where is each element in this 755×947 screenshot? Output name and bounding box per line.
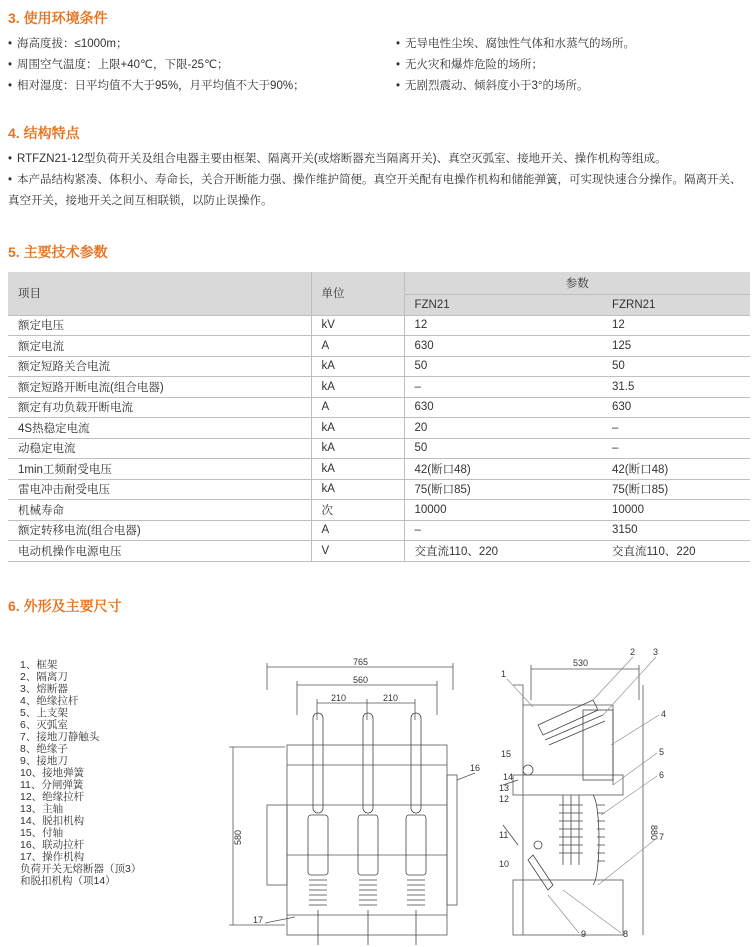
legend-item: 10、接地弹簧 xyxy=(20,767,85,779)
cell-item: 机械寿命 xyxy=(8,500,311,521)
table-row xyxy=(8,418,750,439)
parameters-table xyxy=(8,272,750,562)
structure-paragraph-2: • 本产品结构紧凑、体积小、寿命长，关合开断能力强、操作维护简便。真空开关配有电操作机构和储能弹簧，可实现快速合分操作。隔离开关、真空开关，接地开关之间互相联锁，以防止误操作。 xyxy=(8,170,748,212)
cell-item: 电动机操作电源电压 xyxy=(8,541,311,562)
structure-text xyxy=(8,149,748,212)
cell-fzrn21: – xyxy=(602,418,750,439)
cell-item: 动稳定电流 xyxy=(8,438,311,459)
side-callout-4: 4 xyxy=(661,709,667,719)
legend-item: 17、操作机构 xyxy=(20,851,85,863)
cell-item: 额定短路关合电流 xyxy=(8,356,311,377)
front-dim-pitch-b: 210 xyxy=(383,693,399,703)
env-condition-humidity: • 相对湿度：日平均值不大于95%，月平均值不大于90%； xyxy=(8,77,305,93)
legend-item: 9、接地刀 xyxy=(20,755,68,767)
legend-item: 2、隔离刀 xyxy=(20,671,68,683)
legend-item: 13、主轴 xyxy=(20,803,64,815)
table-row xyxy=(8,315,750,336)
side-callout-13: 13 xyxy=(499,783,510,793)
cell-fzn21: – xyxy=(404,520,602,541)
header-model-fzn21: FZN21 xyxy=(404,295,602,316)
cell-fzn21: 630 xyxy=(404,397,602,418)
header-model-fzrn21: FZRN21 xyxy=(602,295,750,316)
cell-unit: A xyxy=(311,520,404,541)
cell-fzn21: – xyxy=(404,377,602,398)
cell-unit: A xyxy=(311,397,404,418)
legend-item: 5、上支架 xyxy=(20,707,68,719)
side-callout-11: 11 xyxy=(499,830,509,840)
cell-fzn21: 12 xyxy=(404,315,602,336)
table-row xyxy=(8,459,750,480)
cell-fzn21: 50 xyxy=(404,356,602,377)
table-row xyxy=(8,438,750,459)
structure-paragraph-1: • RTFZN21-12型负荷开关及组合电器主要由框架、隔离开关(或熔断器充当隔离开关)、真空灭弧室、接地开关、操作机构等组成。 xyxy=(8,149,748,170)
cell-item: 雷电冲击耐受电压 xyxy=(8,479,311,500)
front-dim-frame: 560 xyxy=(353,675,369,685)
cell-fzn21: 50 xyxy=(404,438,602,459)
cell-fzrn21: – xyxy=(602,438,750,459)
side-callout-12: 12 xyxy=(499,794,510,804)
side-callout-9: 9 xyxy=(581,929,587,939)
front-callout-16: 16 xyxy=(470,763,481,773)
side-callout-3: 3 xyxy=(653,647,659,657)
side-callout-2: 2 xyxy=(630,647,636,657)
side-callout-7: 7 xyxy=(659,832,665,842)
front-view-drawing xyxy=(225,655,490,945)
section-title-structure: 4. 结构特点 xyxy=(8,125,80,141)
env-condition-dust: • 无导电性尘埃、腐蚀性气体和水蒸气的场所。 xyxy=(396,35,635,51)
cell-fzrn21: 交直流110、220 xyxy=(602,541,750,562)
env-condition-temperature: • 周围空气温度：上限+40℃，下限-25℃； xyxy=(8,56,229,72)
cell-item: 额定转移电流(组合电器) xyxy=(8,520,311,541)
legend-item: 7、接地刀静触头 xyxy=(20,731,100,743)
env-condition-altitude: • 海高度拔：≤1000m； xyxy=(8,35,128,51)
legend-item: 15、付轴 xyxy=(20,827,64,839)
cell-unit: kA xyxy=(311,459,404,480)
table-row xyxy=(8,520,750,541)
front-dim-height: 580 xyxy=(233,829,243,845)
env-condition-fire: • 无火灾和爆炸危险的场所； xyxy=(396,56,543,72)
table-row xyxy=(8,397,750,418)
legend-item: 负荷开关无熔断器（顶3） xyxy=(20,863,142,875)
cell-unit: kA xyxy=(311,356,404,377)
cell-fzn21: 42(断口48) xyxy=(404,459,602,480)
cell-item: 额定电压 xyxy=(8,315,311,336)
legend-item: 12、绝缘拉杆 xyxy=(20,791,85,803)
table-row xyxy=(8,479,750,500)
cell-item: 额定短路开断电流(组合电器) xyxy=(8,377,311,398)
cell-fzrn21: 50 xyxy=(602,356,750,377)
header-parameters: 参数 xyxy=(404,272,750,295)
side-callout-5: 5 xyxy=(659,747,665,757)
legend-item: 8、绝缘子 xyxy=(20,743,68,755)
cell-fzn21: 10000 xyxy=(404,500,602,521)
cell-fzn21: 20 xyxy=(404,418,602,439)
side-callout-6: 6 xyxy=(659,770,665,780)
cell-fzrn21: 10000 xyxy=(602,500,750,521)
table-row xyxy=(8,356,750,377)
table-row xyxy=(8,336,750,357)
legend-item: 16、联动拉杆 xyxy=(20,839,85,851)
cell-fzrn21: 630 xyxy=(602,397,750,418)
cell-fzrn21: 42(断口48) xyxy=(602,459,750,480)
side-dim-width: 530 xyxy=(573,658,589,668)
env-condition-vibration: • 无剧烈震动、倾斜度小于3°的场所。 xyxy=(396,77,589,93)
cell-fzn21: 75(断口85) xyxy=(404,479,602,500)
side-callout-8: 8 xyxy=(623,929,629,939)
legend-item: 14、脱扣机构 xyxy=(20,815,85,827)
cell-fzn21: 交直流110、220 xyxy=(404,541,602,562)
side-callout-14: 14 xyxy=(503,772,514,782)
legend-item: 1、框架 xyxy=(20,659,58,671)
front-dim-pitch-a: 210 xyxy=(331,693,347,703)
legend-item: 3、熔断器 xyxy=(20,683,68,695)
legend-item: 6、灭弧室 xyxy=(20,719,68,731)
table-row xyxy=(8,541,750,562)
cell-fzrn21: 31.5 xyxy=(602,377,750,398)
cell-unit: 次 xyxy=(311,500,404,521)
cell-item: 额定有功负载开断电流 xyxy=(8,397,311,418)
section-title-parameters: 5. 主要技术参数 xyxy=(8,244,108,260)
legend-item: 4、绝缘拉杆 xyxy=(20,695,79,707)
section-title-environment: 3. 使用环境条件 xyxy=(8,10,108,26)
cell-fzn21: 630 xyxy=(404,336,602,357)
cell-unit: kA xyxy=(311,438,404,459)
cell-fzrn21: 12 xyxy=(602,315,750,336)
cell-unit: kA xyxy=(311,479,404,500)
cell-fzrn21: 3150 xyxy=(602,520,750,541)
cell-fzrn21: 75(断口85) xyxy=(602,479,750,500)
front-dim-total: 765 xyxy=(353,657,369,667)
legend-item: 和脱扣机构（项14） xyxy=(20,875,116,887)
cell-unit: A xyxy=(311,336,404,357)
cell-item: 额定电流 xyxy=(8,336,311,357)
side-view-drawing xyxy=(493,645,693,945)
cell-unit: kA xyxy=(311,418,404,439)
legend-item: 11、分闸弹簧 xyxy=(20,779,84,791)
side-dim-height: 880 xyxy=(649,825,659,841)
front-callout-17: 17 xyxy=(253,915,264,925)
cell-unit: kA xyxy=(311,377,404,398)
cell-fzrn21: 125 xyxy=(602,336,750,357)
cell-item: 4S热稳定电流 xyxy=(8,418,311,439)
cell-unit: kV xyxy=(311,315,404,336)
table-row xyxy=(8,500,750,521)
table-row xyxy=(8,377,750,398)
header-item: 项目 xyxy=(8,272,311,315)
header-unit: 单位 xyxy=(311,272,404,315)
side-callout-1: 1 xyxy=(501,669,507,679)
side-callout-10: 10 xyxy=(499,859,510,869)
parts-legend xyxy=(20,659,141,887)
cell-item: 1min工频耐受电压 xyxy=(8,459,311,480)
side-callout-15: 15 xyxy=(501,749,512,759)
section-title-dimensions: 6. 外形及主要尺寸 xyxy=(8,598,122,614)
cell-unit: V xyxy=(311,541,404,562)
